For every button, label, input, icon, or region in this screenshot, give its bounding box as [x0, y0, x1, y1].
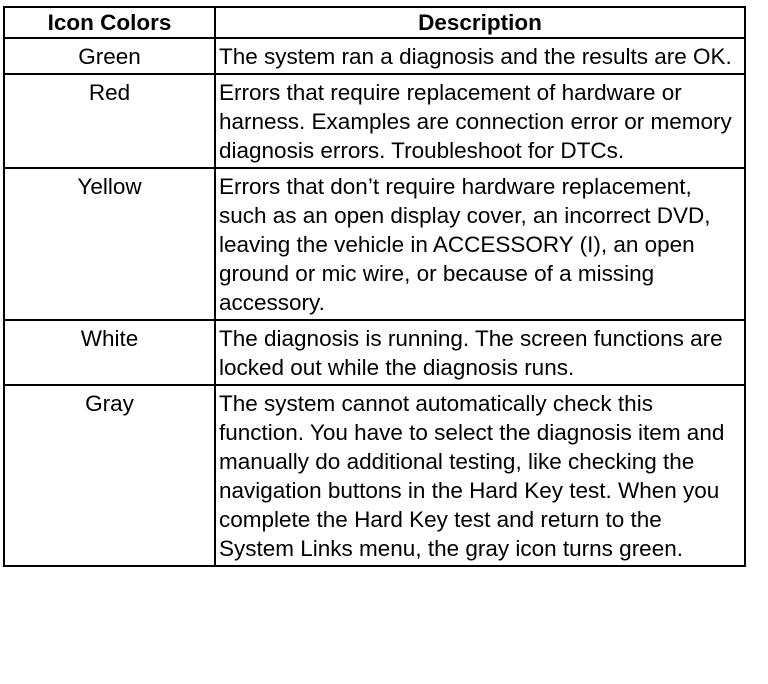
description-cell: Errors that don’t require hardware replacement, such as an open display cover, an incorrect DVD, leaving the vehicle in ACCESSORY (I), an open ground or mic wire, or because of a missing accessory.: [215, 168, 745, 320]
description-cell: The system ran a diagnosis and the results are OK.: [215, 38, 745, 74]
description-cell: The system cannot automatically check this function. You have to select the diagnosis item and manually do additional testing, like checking the navigation buttons in the Hard Key test. When you complete the Hard Key test and return to the System Links menu, the gray icon turns green.: [215, 385, 745, 566]
icon-color-cell: Yellow: [4, 168, 215, 320]
table-header: [4, 7, 745, 38]
icon-color-cell: White: [4, 320, 215, 385]
icon-color-cell: Green: [4, 38, 215, 74]
table-row: [4, 320, 745, 385]
table-row: [4, 38, 745, 74]
table-row: [4, 385, 745, 566]
header-description: Description: [215, 7, 745, 38]
header-icon-colors: Icon Colors: [4, 7, 215, 38]
header-row: [4, 7, 745, 38]
icon-color-cell: Gray: [4, 385, 215, 566]
description-cell: Errors that require replacement of hardware or harness. Examples are connection error or memory diagnosis errors. Troubleshoot for DTCs.: [215, 74, 745, 168]
table-row: [4, 74, 745, 168]
icon-colors-table: [3, 6, 746, 567]
table-row: [4, 168, 745, 320]
table-body: [4, 38, 745, 566]
description-cell: The diagnosis is running. The screen functions are locked out while the diagnosis runs.: [215, 320, 745, 385]
icon-color-cell: Red: [4, 74, 215, 168]
